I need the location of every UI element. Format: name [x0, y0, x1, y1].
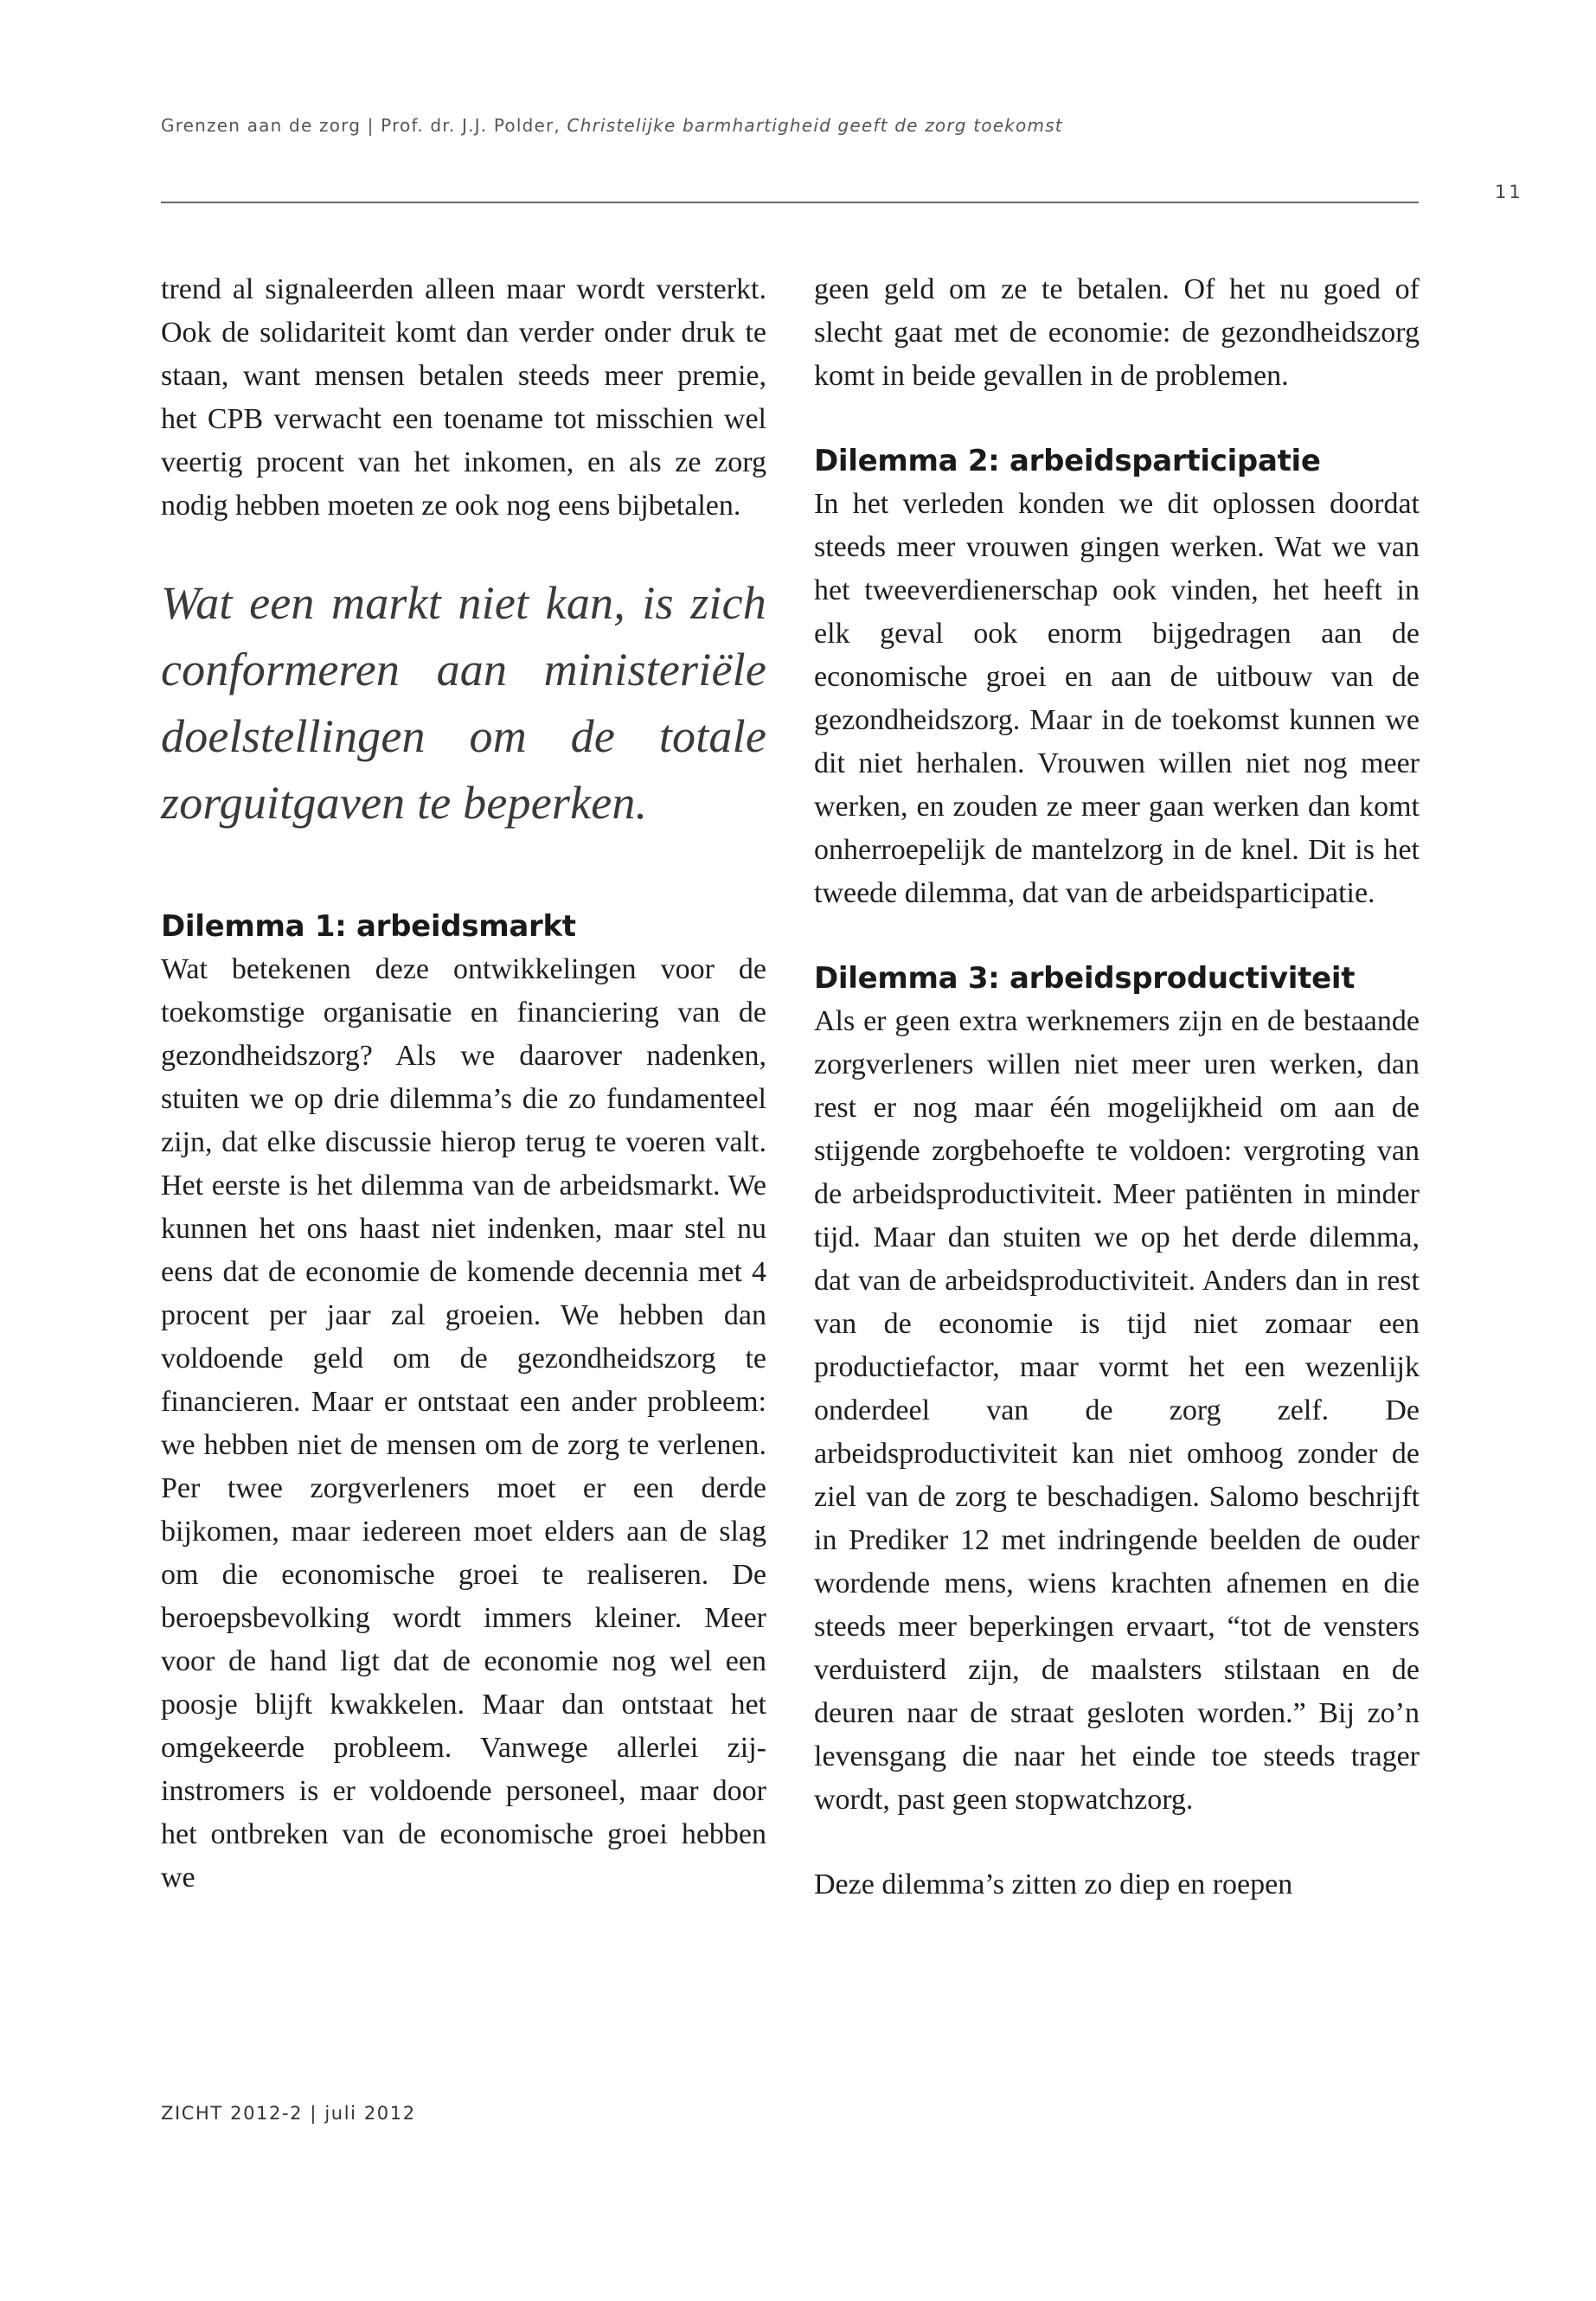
closing-paragraph: Deze dilemma’s zitten zo diep en roepen [814, 1868, 1293, 1900]
dilemma2-paragraph: In het verleden konden we dit oplossen doordat steeds meer vrouwen gingen werken. Wat we van het tweeverdienerschap ook vinden, het heeft in elk geval ook enorm bijgedragen aan de economische groei en aan de uitbouw van de gezondheidszorg. Maar in de toekomst kunnen we dit niet herhalen. Vrouwen willen niet nog meer werken, en zouden ze meer gaan werken dan komt onherroepelijk de mantelzorg in de knel. Dit is het tweede dilemma, dat van de arbeidsparticipatie. [814, 488, 1420, 909]
right-column [814, 268, 1420, 1907]
continuation-paragraph: geen geld om ze te betalen. Of het nu goed of slecht gaat met de economie: de gezondheidszorg komt in beide gevallen in de problemen. [814, 273, 1420, 392]
running-head-plain: Grenzen aan de zorg | Prof. dr. J.J. Polder, [161, 115, 567, 136]
page-number: 11 [1495, 182, 1523, 202]
dilemma2-heading: Dilemma 2: arbeidsparticipatie [814, 444, 1321, 478]
running-head-title: Christelijke barmhartigheid geeft de zorg toekomst [567, 115, 1063, 136]
dilemma3-heading: Dilemma 3: arbeidsproductiviteit [814, 961, 1356, 996]
running-head [161, 115, 1063, 136]
header-rule [161, 202, 1419, 203]
dilemma1-heading: Dilemma 1: arbeidsmarkt [161, 909, 576, 944]
dilemma1-paragraph: Wat betekenen deze ontwikkelingen voor de toekomstige organisatie en financiering van de gezondheidszorg? Als we daarover nadenken, stuiten we op drie dilemma’s die zo fundamenteel zijn, dat elke discussie hierop terug te voeren valt. Het eerste is het dilemma van de arbeidsmarkt. We kunnen het ons haast niet indenken, maar stel nu eens dat de economie de komende decennia met 4 procent per jaar zal groeien. We hebben dan voldoende geld om de gezondheidszorg te financieren. Maar er ontstaat een ander probleem: we hebben niet de mensen om de zorg te verlenen. Per twee zorgverleners moet er een derde bijkomen, maar iedereen moet elders aan de slag om die economische groei te realiseren. De beroepsbevolking wordt immers kleiner. Meer voor de hand ligt dat de economie nog wel een poosje blijft kwakkelen. Maar dan ontstaat het omgekeerde probleem. Vanwege allerlei zij-instromers is er voldoende personeel, maar door het ontbreken van de economische groei hebben we [161, 953, 766, 1894]
pull-quote: Wat een markt niet kan, is zich conformeren aan ministeriële doelstellingen om de totale zorguitgaven te beperken. [161, 577, 766, 829]
dilemma3-paragraph: Als er geen extra werknemers zijn en de bestaande zorgverleners willen niet meer uren werken, dan rest er nog maar één mogelijkheid om aan de stijgende zorgbehoefte te voldoen: vergroting van de arbeidsproductiviteit. Meer patiënten in minder tijd. Maar dan stuiten we op het derde dilemma, dat van de arbeidsproductiviteit. Anders dan in rest van de economie is tijd niet zomaar een productiefactor, maar vormt het een wezenlijk onderdeel van de zorg zelf. De arbeidsproductiviteit kan niet omhoog zonder de ziel van de zorg te beschadigen. Salomo beschrijft in Prediker 12 met indringende beelden de ouder wordende mens, wiens krachten afnemen en die steeds meer beperkingen ervaart, “tot de vensters verduisterd zijn, de maalsters stilstaan en de deuren naar de straat gesloten worden.” Bij zo’n levensgang die naar het einde toe steeds trager wordt, past geen stopwatchzorg. [814, 1005, 1420, 1816]
footer: ZICHT 2012-2 | juli 2012 [161, 2103, 416, 2124]
left-column [161, 268, 766, 1900]
intro-paragraph: trend al signaleerden alleen maar wordt versterkt. Ook de solidariteit komt dan verder onder druk te staan, want mensen betalen steeds meer premie, het CPB verwacht een toename tot misschien wel veertig procent van het inkomen, en als ze zorg nodig hebben moeten ze ook nog eens bijbetalen. [161, 273, 766, 522]
